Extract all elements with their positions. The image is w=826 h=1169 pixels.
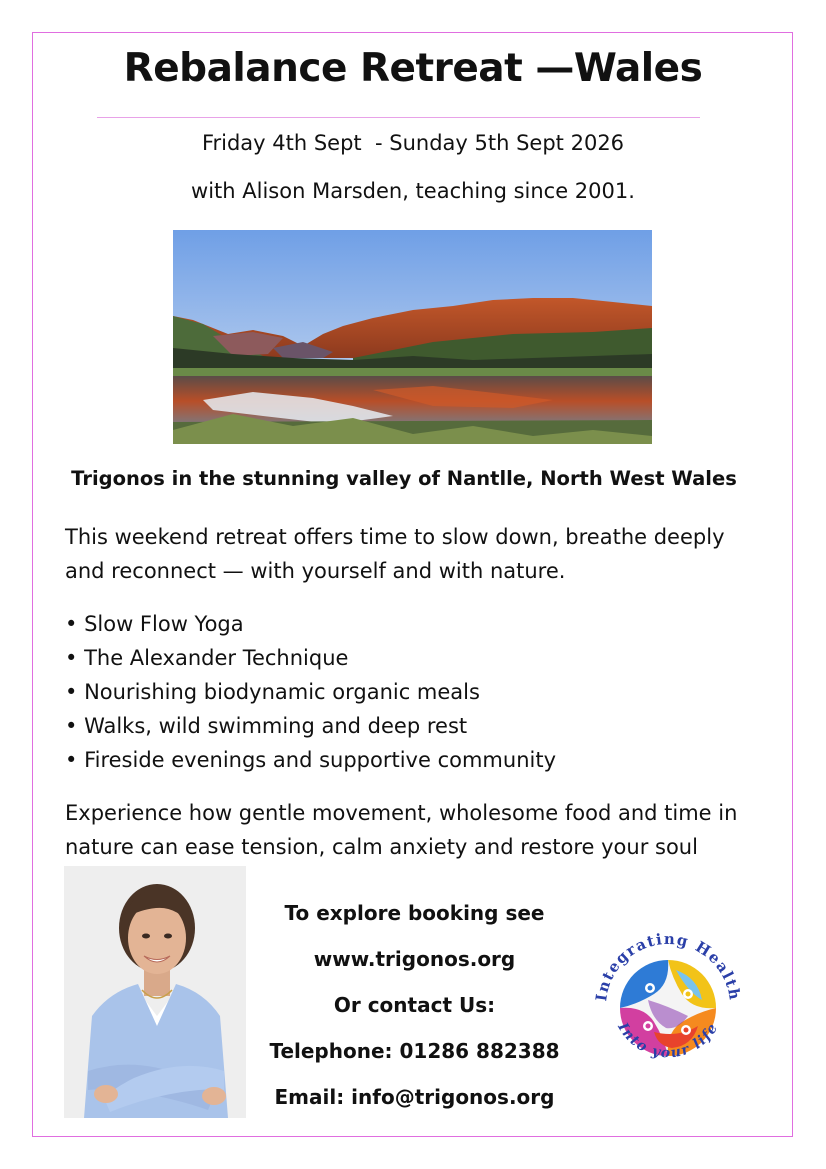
website-link[interactable]: www.trigonos.org [313, 947, 516, 971]
email-address[interactable]: Email: info@trigonos.org [274, 1085, 555, 1109]
teacher-line: with Alison Marsden, teaching since 2001. [191, 179, 635, 203]
contact-label: Or contact Us: [333, 993, 496, 1017]
booking-label: To explore booking see [284, 901, 545, 925]
integrating-health-logo [588, 930, 748, 1080]
feature-item: • Nourishing biodynamic organic meals [65, 675, 556, 709]
valley-landscape-photo [173, 230, 652, 444]
feature-item: • Slow Flow Yoga [65, 607, 556, 641]
feature-item: • Fireside evenings and supportive community [65, 743, 556, 777]
page-title: Rebalance Retreat —Wales [123, 46, 703, 91]
feature-item: • Walks, wild swimming and deep rest [65, 709, 556, 743]
title-divider [97, 117, 700, 118]
feature-list [65, 607, 556, 777]
logo-top-text: Integrating Health [592, 930, 744, 1003]
location-heading: Trigonos in the stunning valley of Nantlle, North West Wales [71, 467, 737, 490]
telephone-number[interactable]: Telephone: 01286 882388 [269, 1039, 560, 1063]
event-dates: Friday 4th Sept - Sunday 5th Sept 2026 [201, 131, 625, 155]
feature-item: • The Alexander Technique [65, 641, 556, 675]
intro-paragraph: This weekend retreat offers time to slow down, breathe deeply and reconnect — with yourself and with nature. [65, 525, 725, 583]
contact-block [252, 893, 577, 1123]
closing-paragraph: Experience how gentle movement, wholesome food and time in nature can ease tension, calm anxiety and restore your soul [65, 801, 738, 859]
teacher-portrait-photo [64, 866, 246, 1118]
logo-bottom-text: Into your life [614, 1019, 722, 1062]
